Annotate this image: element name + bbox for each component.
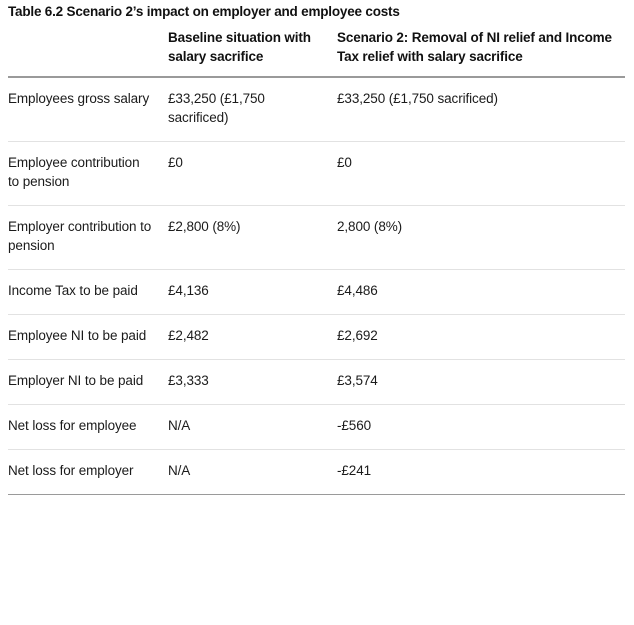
cell-scenario2: £3,574 [337, 360, 625, 405]
table-caption: Table 6.2 Scenario 2’s impact on employer and employee costs [8, 4, 400, 19]
table-row [8, 270, 625, 315]
table-row [8, 142, 625, 206]
column-header-label [8, 28, 168, 77]
row-label: Net loss for employee [8, 405, 168, 450]
table-row [8, 206, 625, 270]
cell-baseline: N/A [168, 450, 337, 495]
cell-scenario2: -£560 [337, 405, 625, 450]
row-label: Employees gross salary [8, 77, 168, 142]
row-label: Net loss for employer [8, 450, 168, 495]
cell-scenario2: £4,486 [337, 270, 625, 315]
table-row [8, 450, 625, 495]
table-row [8, 315, 625, 360]
cell-scenario2: £2,692 [337, 315, 625, 360]
column-header-scenario2: Scenario 2: Removal of NI relief and Income Tax relief with salary sacrifice [337, 28, 625, 77]
table-row [8, 77, 625, 142]
cell-baseline: £2,800 (8%) [168, 206, 337, 270]
cell-scenario2: £33,250 (£1,750 sacrificed) [337, 77, 625, 142]
table-body [8, 77, 625, 495]
row-label: Income Tax to be paid [8, 270, 168, 315]
cell-scenario2: -£241 [337, 450, 625, 495]
column-header-baseline: Baseline situation with salary sacrifice [168, 28, 337, 77]
cell-baseline: £3,333 [168, 360, 337, 405]
row-label: Employee NI to be paid [8, 315, 168, 360]
cell-baseline: £33,250 (£1,750 sacrificed) [168, 77, 337, 142]
cell-baseline: £2,482 [168, 315, 337, 360]
cell-scenario2: 2,800 (8%) [337, 206, 625, 270]
table-row [8, 405, 625, 450]
row-label: Employee contribution to pension [8, 142, 168, 206]
cell-scenario2: £0 [337, 142, 625, 206]
scenario-cost-table [8, 28, 625, 495]
row-label: Employer NI to be paid [8, 360, 168, 405]
table-row [8, 360, 625, 405]
row-label: Employer contribution to pension [8, 206, 168, 270]
cell-baseline: £4,136 [168, 270, 337, 315]
table-header [8, 28, 625, 77]
table-header-row [8, 28, 625, 77]
cell-baseline: £0 [168, 142, 337, 206]
cell-baseline: N/A [168, 405, 337, 450]
